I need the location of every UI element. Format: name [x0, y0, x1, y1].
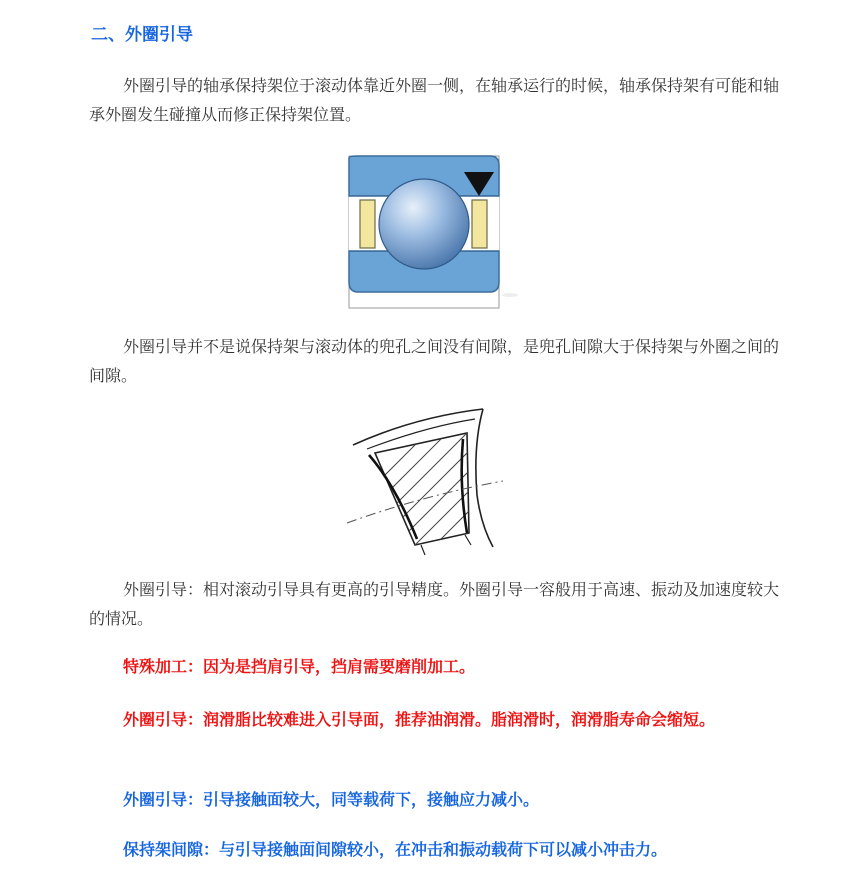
ring-edge — [476, 409, 493, 547]
cage-left — [360, 200, 375, 248]
cage-segment-figure — [345, 405, 505, 560]
bearing-cross-section-figure — [340, 150, 520, 312]
highlight-special-machining: 特殊加工：因为是挡肩引导，挡肩需要磨削加工。 — [123, 657, 476, 676]
highlight-lubrication: 外圈引导：润滑脂比较难进入引导面，推荐油润滑。脂润滑时，润滑脂寿命会缩短。 — [123, 710, 716, 729]
paragraph-2: 外圈引导并不是说保持架与滚动体的兜孔之间没有间隙，是兜孔间隙大于保持架与外圈之间的间隙。 — [89, 337, 780, 385]
paragraph-3: 外圈引导：相对滚动引导具有更高的引导精度。外圈引导一容般用于高速、振动及加速度较大的情况。 — [89, 580, 780, 628]
highlight-cage-clearance: 保持架间隙：与引导接触面间隙较小，在冲击和振动载荷下可以减小冲击力。 — [123, 840, 668, 859]
cage-right — [472, 200, 487, 248]
rolling-ball — [379, 179, 469, 269]
highlight-contact-surface: 外圈引导：引导接触面较大，同等载荷下，接触应力减小。 — [123, 790, 540, 809]
section-heading: 二、外圈引导 — [91, 25, 193, 45]
paragraph-1: 外圈引导的轴承保持架位于滚动体靠近外圈一侧，在轴承运行的时候，轴承保持架有可能和轴承外圈发生碰撞从而修正保持架位置。 — [89, 76, 780, 124]
cage-body — [375, 433, 469, 545]
